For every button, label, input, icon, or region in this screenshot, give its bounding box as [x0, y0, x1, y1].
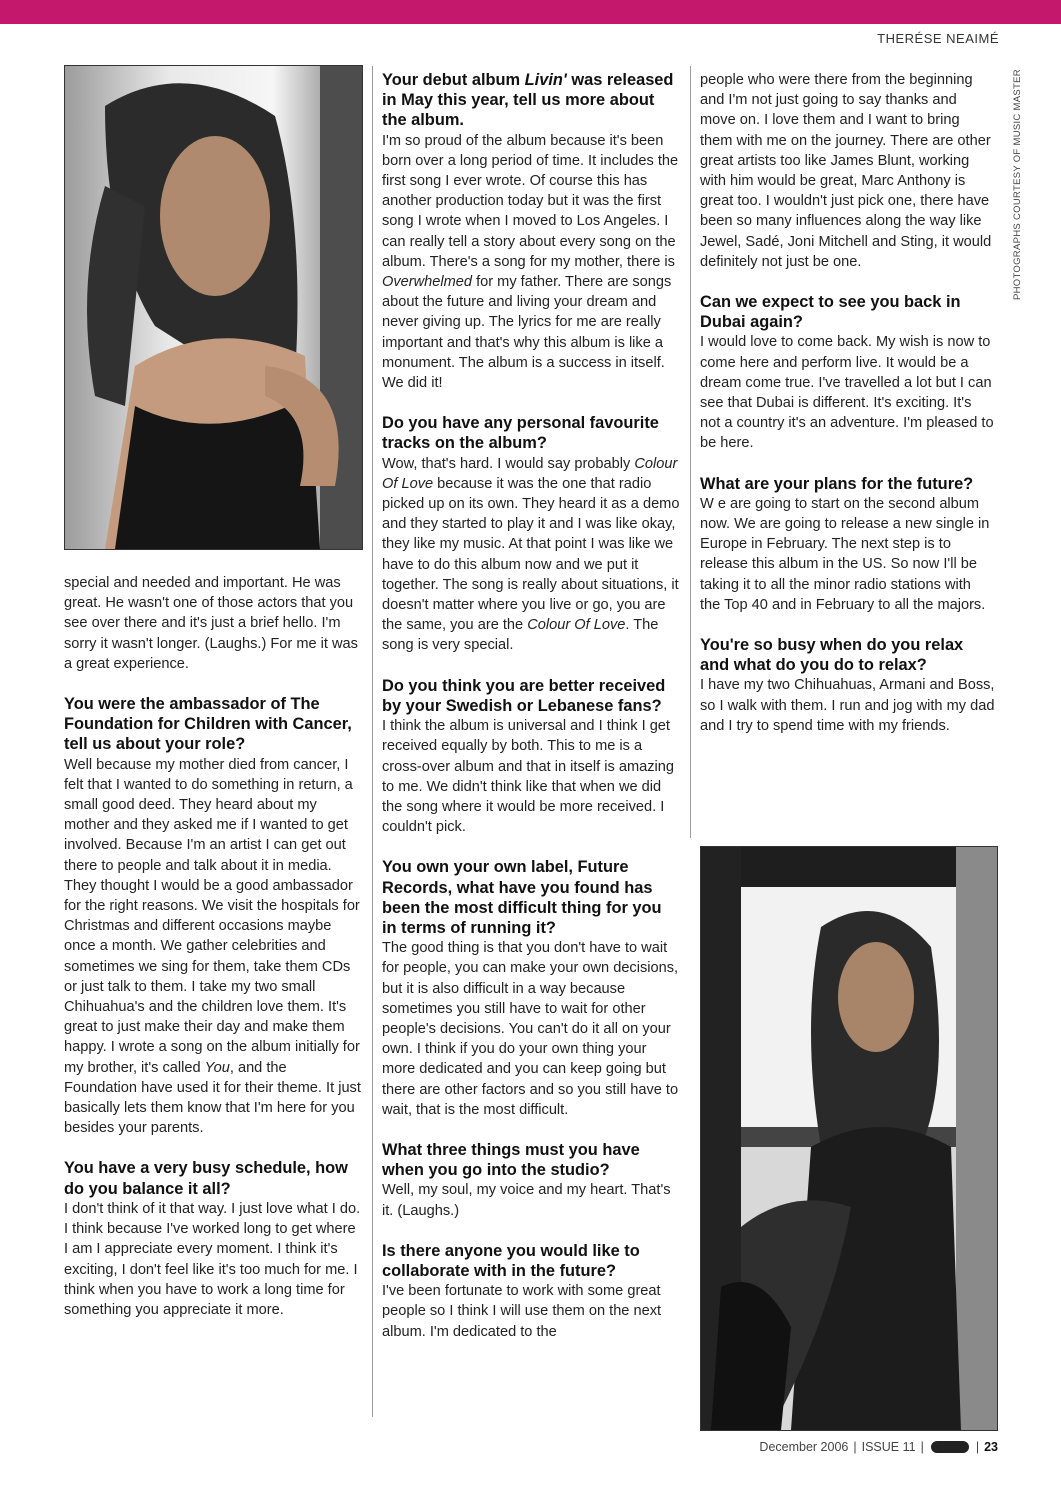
question-heading: Your debut album Livin' was released in May this year, tell us more about the album. — [382, 71, 674, 130]
issue-number: ISSUE 11 — [861, 1440, 916, 1454]
answer-text: Well, my soul, my voice and my heart. That's it. (Laughs.) — [382, 1182, 671, 1219]
page-number: 23 — [984, 1440, 998, 1454]
question-heading: You're so busy when do you relax and what do you do to relax? — [700, 636, 964, 675]
column-rule-left — [372, 66, 373, 1417]
answer-text: I have my two Chihuahuas, Armani and Boss, so I walk with them. I run and jog with my dad and I try to spend time with my friends. — [700, 677, 995, 734]
photo-credit: PHOTOGRAPHS COURTESY OF MUSIC MASTER — [1012, 69, 1023, 300]
question-heading: Can we expect to see you back in Dubai again? — [700, 293, 961, 332]
column-rule-right — [690, 66, 691, 838]
article-column-3 — [700, 70, 995, 736]
issue-date: December 2006 — [759, 1440, 849, 1454]
answer-text: Well because my mother died from cancer, I felt that I wanted to do something in return, a small good deed. They heard about my mother and they asked me if I wanted to get involved. Because I'm an artist I can get out there to people and talk about it in media. They thought I would be a good ambassador for the right reasons. We visit the hospitals for Christmas and different occasions maybe once a month. We gather celebrities and sometimes we sing for them, take them CDs or just talk to them. I take my two small Chihuahua's and the children love them. It's great to just make their day and make them happy. I wrote a song on the album initially for my brother, it's called You, and the Foundation have used it for their theme. It just basically lets them know that I'm here for you besides your parents. — [64, 756, 361, 1137]
author-name: THERÉSE NEAIMÉ — [877, 31, 999, 46]
answer-text: Wow, that's hard. I would say probably Colour Of Love because it was the one that radio picked up on its own. They heard it as a demo and they started to play it and I was like okay, they like my music. At that point I was like we have to do this album now and we put it together. The song is really about situations, it doesn't matter where you live or go, you are the same, you are the Colour Of Love. The song is very special. — [382, 455, 680, 654]
page-footer: December 2006 | ISSUE 11 | | 23 — [759, 1440, 998, 1454]
question-heading: You were the ambassador of The Foundation for Children with Cancer, tell us about your role? — [64, 695, 352, 754]
magazine-logo-icon — [931, 1441, 969, 1453]
body-text: special and needed and important. He was great. He wasn't one of those actors that you see over there and it's just a brief hello. I'm sorry it wasn't longer. (Laughs.) For me it was a great experience. — [64, 575, 358, 672]
answer-text: I don't think of it that way. I just love what I do. I think because I've worked long to get where I am I appreciate every moment. I think it's exciting, I don't feel like it's too much for me. I think when you have to work a long time for something you appreciate it more. — [64, 1200, 361, 1318]
question-heading: You have a very busy schedule, how do you balance it all? — [64, 1159, 348, 1198]
question-heading: What three things must you have when you go into the studio? — [382, 1140, 640, 1180]
answer-text: I've been fortunate to work with some great people so I think I will use them on the next album. I'm dedicated to the — [382, 1283, 662, 1340]
answer-text: The good thing is that you don't have to wait for people, you can make your own decisions, but it is also difficult in a way because sometimes you still have to wait for other people's decisions. You can't do it all on your own. I think if you do your own thing your more dedicated and you can keep going but there are other factors and so you still have to wait, that is the most difficult. — [382, 940, 679, 1118]
answer-text: I think the album is universal and I think I get received equally by both. This to me is a cross-over album and that in itself is amazing to me. We didn't think like that when we did the song where it would be more received. I couldn't pick. — [382, 718, 675, 836]
answer-text: I'm so proud of the album because it's been born over a long period of time. It includes the first song I ever wrote. Of course this has another production today but it was the first song I wrote when I moved to Los Angeles. I can really tell a story about every song on the album. There's a song for my mother, there is Overwhelmed for my father. There are songs about the future and living your dream and never giving up. The lyrics for me are really important and that's why this album is like a monument. The album is a success in itself. We did it! — [382, 132, 679, 392]
question-heading: Is there anyone you would like to collaborate with in the future? — [382, 1241, 640, 1280]
portrait-photo — [64, 65, 363, 550]
question-heading: What are your plans for the future? — [700, 474, 974, 493]
window-portrait-photo — [700, 846, 998, 1431]
question-heading: Do you have any personal favourite tracks on the album? — [382, 414, 659, 453]
answer-text: W e are going to start on the second album now. We are going to release a new single in Europe in February. The next step is to release this album in the US. So now I'll be taking it to all the minor radio stations with the Top 40 and in February to all the majors. — [700, 495, 990, 613]
body-text: people who were there from the beginning and I'm not just going to say thanks and move on. I love them and I want to bring them with me on the journey. There are other great artists too like James Blunt, working with him would be great, Marc Anthony is great too. I wouldn't just pick one, there have been so many influences along the way like Jewel, Sadé, Joni Mitchell and Sting, it would definitely not just be one. — [700, 72, 992, 270]
article-column-1 — [64, 573, 362, 1320]
top-accent-bar — [0, 0, 1061, 24]
article-column-2 — [382, 70, 680, 1342]
question-heading: You own your own label, Future Records, what have you found has been the most difficult thing for you in terms of running it? — [382, 858, 662, 937]
answer-text: I would love to come back. My wish is now to come here and perform live. It would be a dream come true. I've travelled a lot but I can see that Dubai is different. It's exciting. It's not a country it's an adventure. I'm pleased to be here. — [700, 334, 994, 452]
question-heading: Do you think you are better received by your Swedish or Lebanese fans? — [382, 676, 666, 715]
